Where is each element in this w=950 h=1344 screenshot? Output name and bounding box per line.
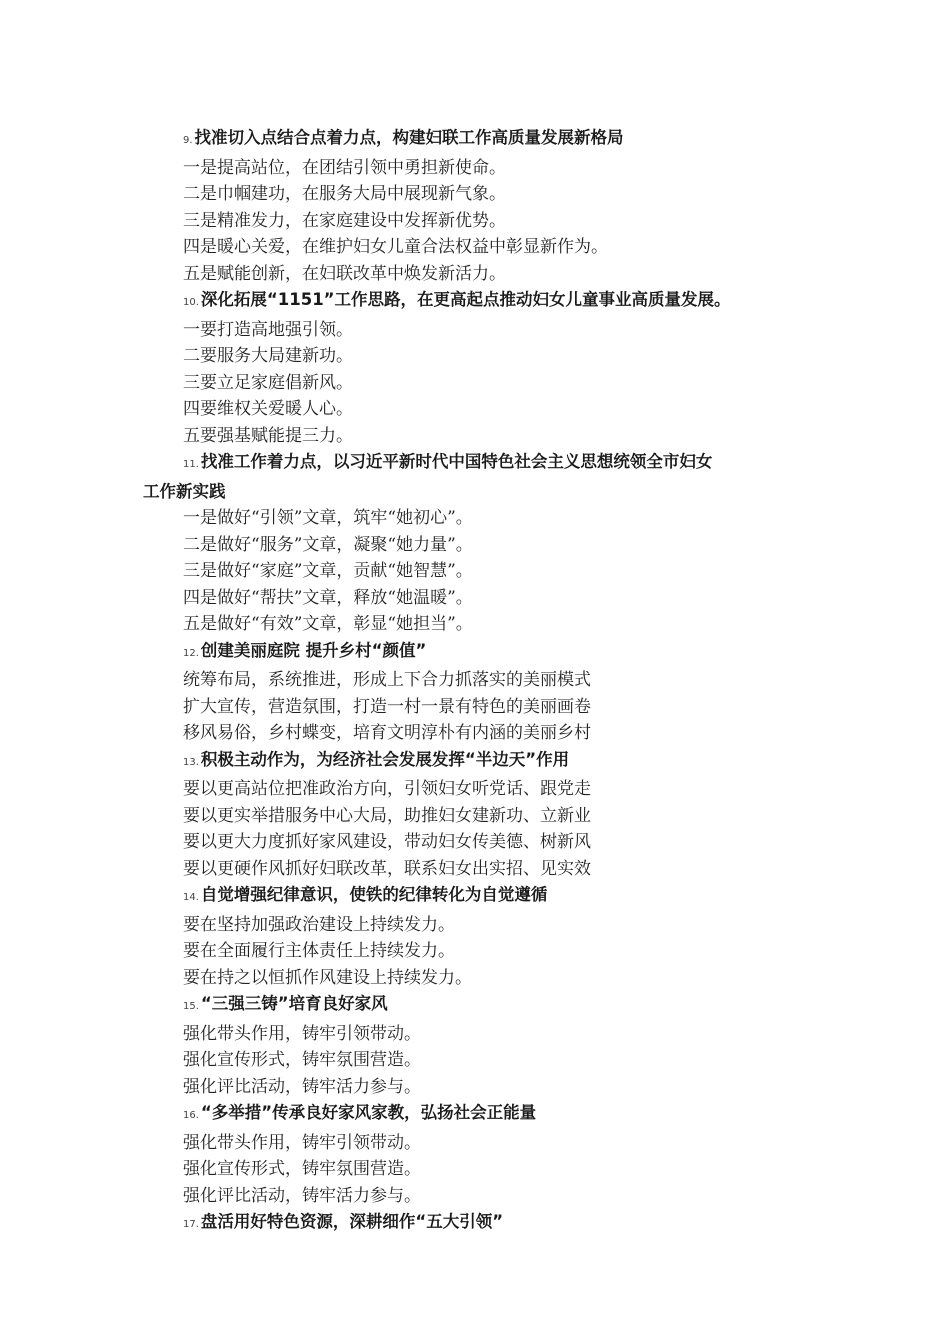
- list-item: 要以更实举措服务中心大局，助推妇女建新功、立新业: [183, 805, 591, 826]
- section-heading: [143, 287, 823, 317]
- section-heading: [143, 1209, 823, 1239]
- section-heading: [143, 991, 823, 1021]
- list-item: 五要强基赋能提三力。: [183, 425, 353, 446]
- list-item: 要在持之以恒抓作风建设上持续发力。: [183, 967, 472, 988]
- section-number: 10.: [183, 297, 199, 308]
- list-item: 二是做好“服务”文章，凝聚“她力量”。: [183, 534, 473, 555]
- list-item: 强化宣传形式，铸牢氛围营造。: [183, 1050, 421, 1070]
- section-title: 自觉增强纪律意识，使铁的纪律转化为自觉遵循: [200, 885, 548, 904]
- list-item: 强化宣传形式，铸牢氛围营造。: [183, 1159, 421, 1179]
- section-heading: [143, 125, 823, 155]
- list-item: 三是精准发力，在家庭建设中发挥新优势。: [183, 210, 506, 231]
- section-title: “多举措”传承良好家风家教，弘扬社会正能量: [200, 1103, 537, 1122]
- section-title: 盘活用好特色资源，深耕细作“五大引领”: [200, 1212, 504, 1231]
- list-item: 四是做好“帮扶”文章，释放“她温暖”。: [183, 587, 473, 608]
- section-title: 深化拓展“1151”工作思路，在更高起点推动妇女儿童事业高质量发展。: [200, 290, 731, 309]
- list-item: 四是暖心关爱，在维护妇女儿童合法权益中彰显新作为。: [183, 237, 608, 257]
- section-heading: [143, 747, 823, 777]
- list-item: 三是做好“家庭”文章，贡献“她智慧”。: [183, 561, 473, 581]
- section-title-continuation: 工作新实践: [143, 481, 226, 501]
- list-item: 一是提高站位，在团结引领中勇担新使命。: [183, 157, 506, 178]
- list-item: 一要打造高地强引领。: [183, 319, 353, 340]
- section-number: 13.: [183, 756, 199, 768]
- section-title: 创建美丽庭院 提升乡村“颜值”: [200, 640, 427, 660]
- section-heading: [143, 449, 823, 505]
- section-title: 积极主动作为，为经济社会发展发挥“半边天”作用: [200, 749, 570, 769]
- list-item: 二是巾帼建功，在服务大局中展现新气象。: [183, 184, 506, 204]
- list-item: 强化带头作用，铸牢引领带动。: [183, 1132, 421, 1153]
- list-item: 五是赋能创新，在妇联改革中焕发新活力。: [183, 263, 506, 284]
- list-item: 扩大宣传，营造氛围，打造一村一景有特色的美丽画卷: [183, 696, 591, 717]
- section-title: “三强三铸”培育良好家风: [200, 994, 388, 1013]
- section-heading: [143, 638, 823, 668]
- list-item: 一是做好“引领”文章，筑牢“她初心”。: [183, 508, 473, 528]
- document-body: [143, 125, 823, 1239]
- list-item: 四要维权关爱暖人心。: [183, 399, 353, 419]
- section-number: 9.: [183, 135, 193, 146]
- list-item: 统筹布局，系统推进，形成上下合力抓落实的美丽模式: [183, 670, 591, 690]
- section-heading: [143, 882, 823, 912]
- section-title: 找准工作着力点，以习近平新时代中国特色社会主义思想统领全市妇女: [200, 452, 713, 471]
- list-item: 强化评比活动，铸牢活力参与。: [183, 1185, 421, 1206]
- list-item: 移风易俗，乡村蝶变，培育文明淳朴有内涵的美丽乡村: [183, 723, 591, 743]
- section-number: 12.: [183, 647, 199, 659]
- section-heading: [143, 1100, 823, 1130]
- list-item: 强化带头作用，铸牢引领带动。: [183, 1023, 421, 1044]
- list-item: 二要服务大局建新功。: [183, 346, 353, 366]
- section-number: 16.: [183, 1110, 199, 1121]
- list-item: 三要立足家庭倡新风。: [183, 372, 353, 393]
- list-item: 要以更高站位把准政治方向，引领妇女听党话、跟党走: [183, 779, 591, 799]
- section-title: 找准切入点结合点着力点，构建妇联工作高质量发展新格局: [194, 128, 624, 147]
- list-item: 五是做好“有效”文章，彰显“她担当”。: [183, 614, 473, 634]
- list-item: 强化评比活动，铸牢活力参与。: [183, 1076, 421, 1097]
- list-item: 要以更大力度抓好家风建设，带动妇女传美德、树新风: [183, 832, 591, 852]
- section-number: 11.: [183, 459, 199, 470]
- section-number: 17.: [183, 1219, 199, 1230]
- list-item: 要在坚持加强政治建设上持续发力。: [183, 914, 455, 935]
- section-number: 15.: [183, 1001, 199, 1012]
- list-item: 要在全面履行主体责任上持续发力。: [183, 941, 455, 961]
- list-item: 要以更硬作风抓好妇联改革，联系妇女出实招、见实效: [183, 858, 591, 879]
- section-number: 14.: [183, 892, 199, 903]
